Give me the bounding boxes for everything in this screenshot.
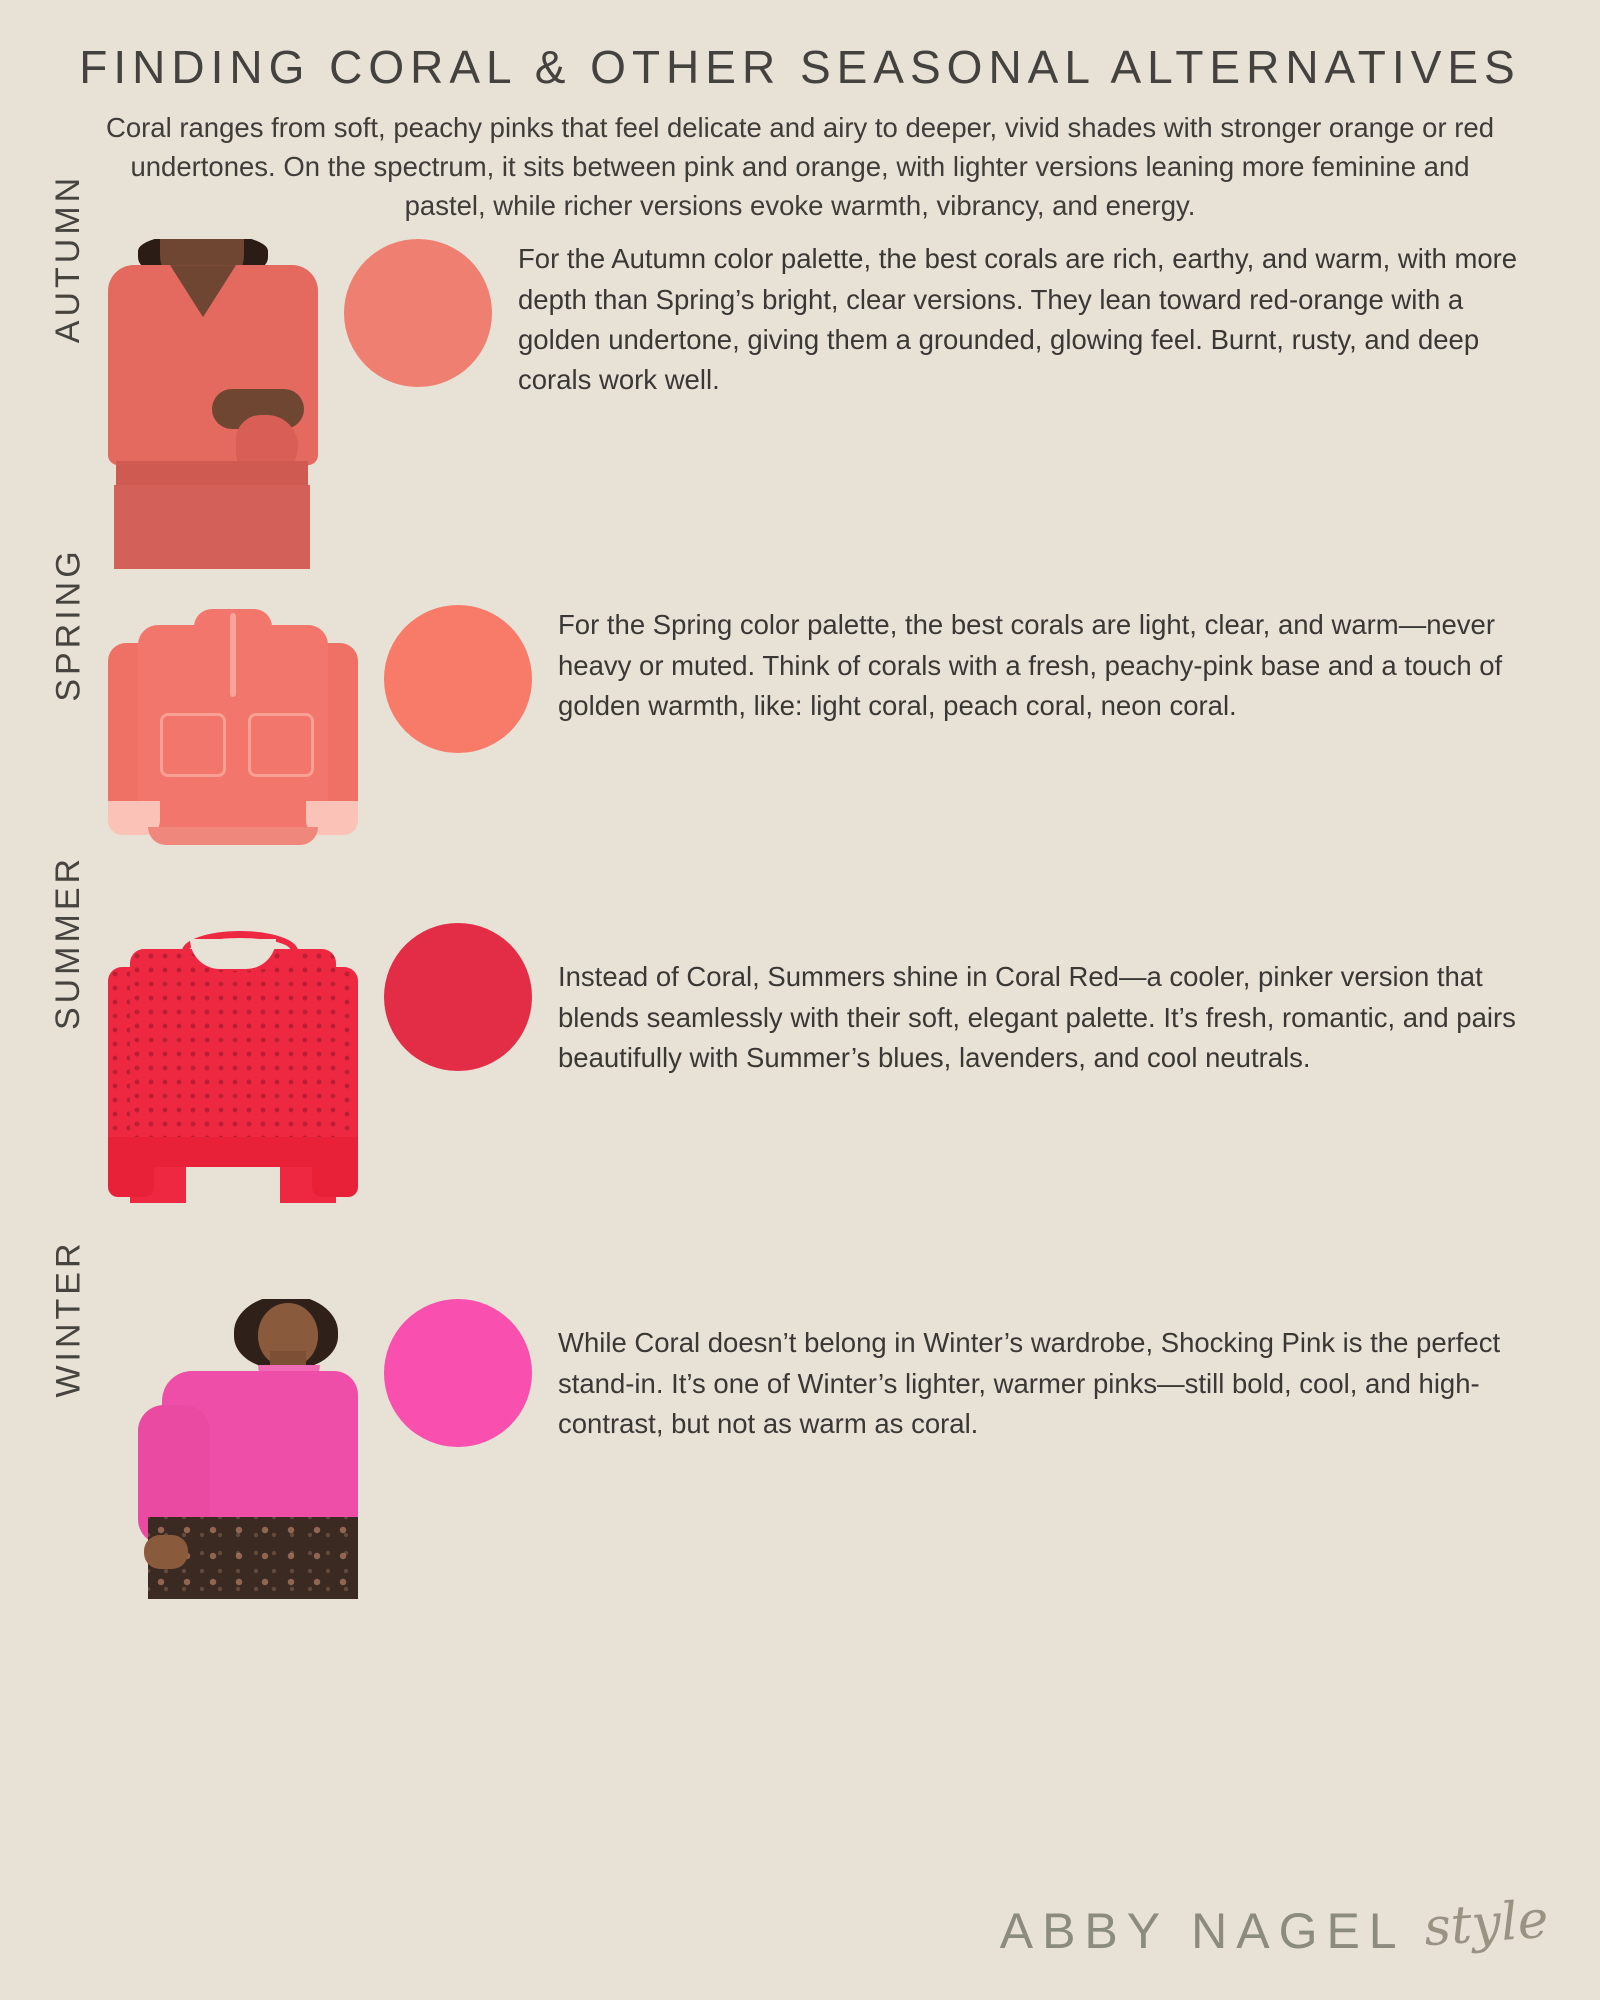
season-description-winter: While Coral doesn’t belong in Winter’s wardrobe, Shocking Pink is the perfect stand-in. It’s one of Winter’s lighter, warmer pinks—still bold, cool, and high-contrast, but not as warm as coral. xyxy=(558,1327,1501,1439)
right-pocket-shape xyxy=(248,713,314,777)
left-pocket-shape xyxy=(160,713,226,777)
color-swatch-summer xyxy=(384,923,532,1071)
brand-footer xyxy=(999,1889,1550,1960)
skirt-shape xyxy=(114,485,310,569)
season-label-autumn xyxy=(30,173,108,344)
right-cuff-shape xyxy=(312,1137,358,1197)
swatch-cell-spring xyxy=(358,605,558,753)
color-swatch-spring xyxy=(384,605,532,753)
brand-script-word: style xyxy=(1421,1889,1550,1959)
season-row-autumn xyxy=(30,173,1570,569)
hem-shape xyxy=(148,827,318,845)
season-row-spring xyxy=(30,547,1570,867)
hand-shape xyxy=(144,1535,188,1569)
garment-photo-autumn xyxy=(108,239,318,569)
season-row-summer xyxy=(30,855,1570,1253)
waistband-shape xyxy=(116,461,308,487)
swatch-cell-summer xyxy=(358,923,558,1071)
season-description-autumn: For the Autumn color palette, the best corals are rich, earthy, and warm, with more depth than Spring’s bright, clear versions. They lean toward red-orange with a golden undertone, giving them a grounded, glowing feel. Burnt, rusty, and deep corals work well. xyxy=(518,243,1518,396)
season-description-summer: Instead of Coral, Summers shine in Coral Red—a cooler, pinker version that blends seamlessly with their soft, elegant palette. It’s fresh, romantic, and pairs beautifully with Summer’s blues, lavenders, and cool neutrals. xyxy=(558,961,1516,1073)
season-row-winter xyxy=(30,1239,1570,1599)
garment-photo-winter xyxy=(108,1299,358,1599)
brand-name: ABBY NAGEL xyxy=(999,1903,1406,1959)
season-description-spring: For the Spring color palette, the best corals are light, clear, and warm—never heavy or muted. Think of corals with a fresh, peachy-pink base and a touch of golden warmth, like: light coral, peach coral, neon coral. xyxy=(558,609,1503,721)
zipper-shape xyxy=(230,613,236,697)
left-cuff-shape xyxy=(108,1137,154,1197)
intro-paragraph: Coral ranges from soft, peachy pinks that feel delicate and airy to deeper, vivid shades with stronger orange or red undertones. On the spectrum, it sits between pink and orange, with lighter versions leaning more feminine and pastel, while richer versions evoke warmth, vibrancy, and energy. xyxy=(106,112,1494,222)
season-label-winter xyxy=(30,1239,108,1398)
garment-photo-spring xyxy=(108,605,358,867)
swatch-cell-autumn xyxy=(318,239,518,387)
color-swatch-winter xyxy=(384,1299,532,1447)
swatch-cell-winter xyxy=(358,1299,558,1447)
color-swatch-autumn xyxy=(344,239,492,387)
season-label-summer xyxy=(30,855,108,1031)
season-label-text: AUTUMN xyxy=(49,173,88,344)
garment-photo-summer xyxy=(108,923,358,1253)
knit-body-shape xyxy=(130,949,336,1149)
season-label-text: SPRING xyxy=(49,547,88,702)
page-title: FINDING CORAL & OTHER SEASONAL ALTERNATIVES xyxy=(79,41,1521,93)
season-label-spring xyxy=(30,547,108,702)
season-label-text: SUMMER xyxy=(49,855,88,1031)
season-label-text: WINTER xyxy=(49,1239,88,1398)
ribbed-hem-shape xyxy=(130,1137,336,1167)
